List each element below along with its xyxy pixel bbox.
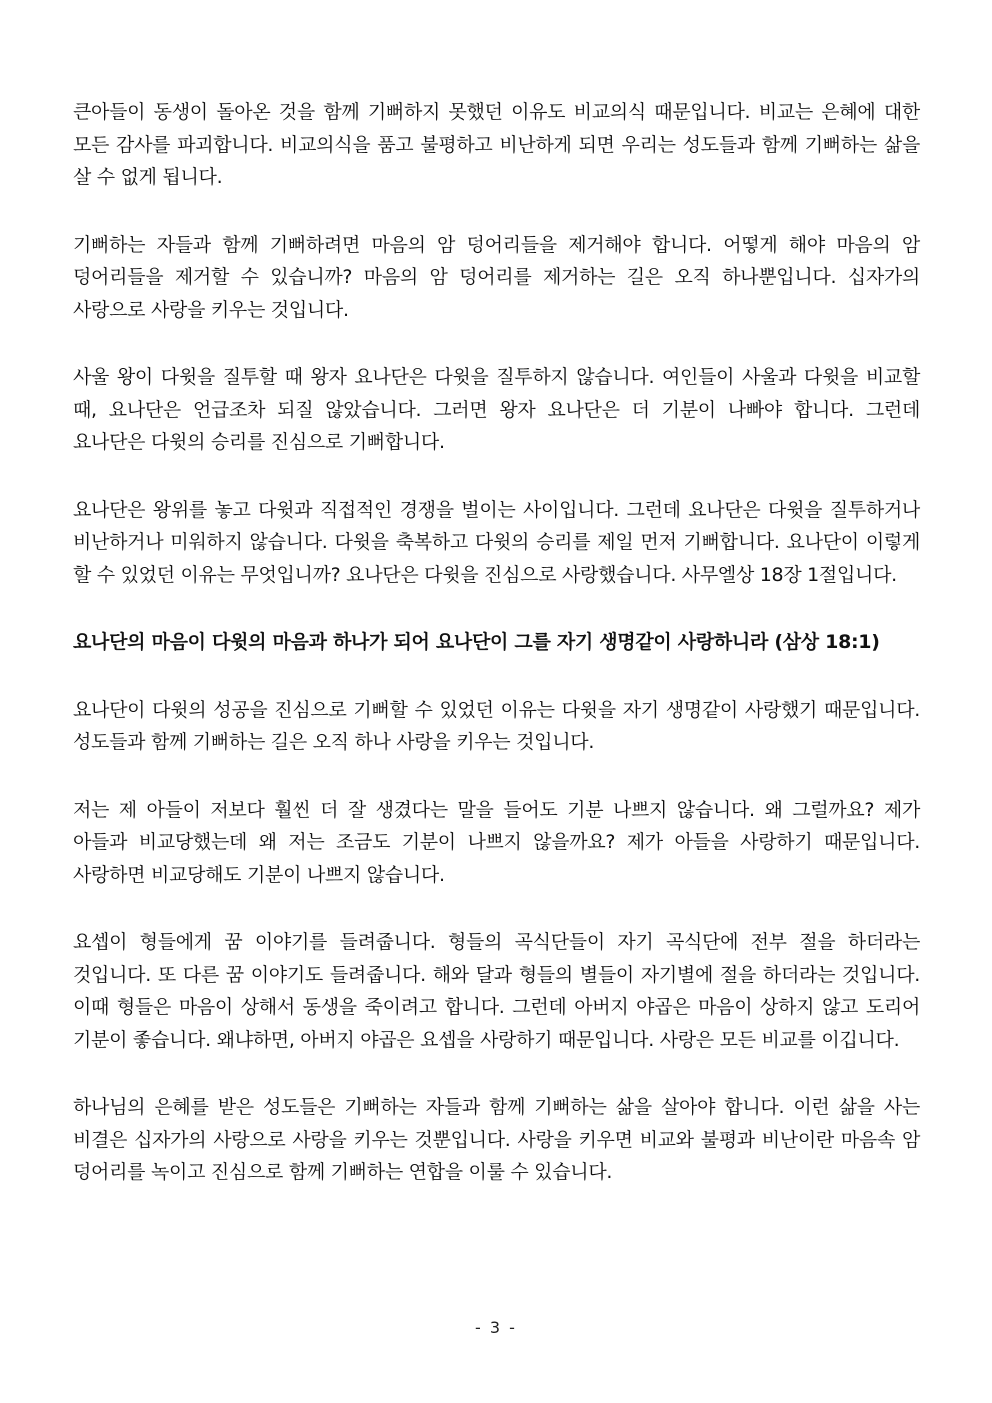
page-number: - 3 - (475, 1318, 517, 1337)
paragraph-3: 사울 왕이 다윗을 질투할 때 왕자 요나단은 다윗을 질투하지 않습니다. 여인들이 사울과 다윗을 비교할 때, 요나단은 언급조차 되질 않았습니다. 그러면 왕자 요나단은 더 기분이 나빠야 합니다. 그런데 요나단은 다윗의 승리를 진심으로 기뻐합니다. (73, 366, 920, 453)
scripture-quote: 요나단의 마음이 다윗의 마음과 하나가 되어 요나단이 그를 자기 생명같이 사랑하니라 (삼상 18:1) (73, 631, 880, 653)
paragraph-8: 요셉이 형들에게 꿈 이야기를 들려줍니다. 형들의 곡식단들이 자기 곡식단에 전부 절을 하더라는 것입니다. 또 다른 꿈 이야기도 들려줍니다. 해와 달과 형들의 별들이 자기별에 절을 하더라는 것입니다. 이때 형들은 마음이 상해서 동생을 죽이려고 합니다. 그런데 아버지 야곱은 마음이 상하지 않고 도리어 기분이 좋습니다. 왜냐하면, 아버지 야곱은 요셉을 사랑하기 때문입니다. 사랑은 모든 비교를 이깁니다. (73, 931, 920, 1051)
paragraph-1: 큰아들이 동생이 돌아온 것을 함께 기뻐하지 못했던 이유도 비교의식 때문입니다. 비교는 은혜에 대한 모든 감사를 파괴합니다. 비교의식을 품고 불평하고 비난하게 되면 우리는 성도들과 함께 기뻐하는 삶을 살 수 없게 됩니다. (73, 101, 920, 188)
paragraph-9: 하나님의 은혜를 받은 성도들은 기뻐하는 자들과 함께 기뻐하는 삶을 살아야 합니다. 이런 삶을 사는 비결은 십자가의 사랑으로 사랑을 키우는 것뿐입니다. 사랑을 키우면 비교와 불평과 비난이란 마음속 암 덩어리를 녹이고 진심으로 함께 기뻐하는 연합을 이룰 수 있습니다. (73, 1096, 920, 1183)
paragraph-7: 저는 제 아들이 저보다 훨씬 더 잘 생겼다는 말을 들어도 기분 나쁘지 않습니다. 왜 그럴까요? 제가 아들과 비교당했는데 왜 저는 조금도 기분이 나쁘지 않을까요? 제가 아들을 사랑하기 때문입니다. 사랑하면 비교당해도 기분이 나쁘지 않습니다. (73, 798, 920, 886)
paragraph-2: 기뻐하는 자들과 함께 기뻐하려면 마음의 암 덩어리들을 제거해야 합니다. 어떻게 해야 마음의 암 덩어리들을 제거할 수 있습니까? 마음의 암 덩어리를 제거하는 길은 오직 하나뿐입니다. 십자가의 사랑으로 사랑을 키우는 것입니다. (73, 233, 920, 321)
paragraph-6: 요나단이 다윗의 성공을 진심으로 기뻐할 수 있었던 이유는 다윗을 자기 생명같이 사랑했기 때문입니다. 성도들과 함께 기뻐하는 길은 오직 하나 사랑을 키우는 것입니다. (73, 698, 920, 753)
paragraph-4: 요나단은 왕위를 놓고 다윗과 직접적인 경쟁을 벌이는 사이입니다. 그런데 요나단은 다윗을 질투하거나 비난하거나 미워하지 않습니다. 다윗을 축복하고 다윗의 승리를 제일 먼저 기뻐합니다. 요나단이 이렇게 할 수 있었던 이유는 무엇입니까? 요나단은 다윗을 진심으로 사랑했습니다. 사무엘상 18장 1절입니다. (73, 498, 920, 586)
document-body (73, 96, 920, 1224)
